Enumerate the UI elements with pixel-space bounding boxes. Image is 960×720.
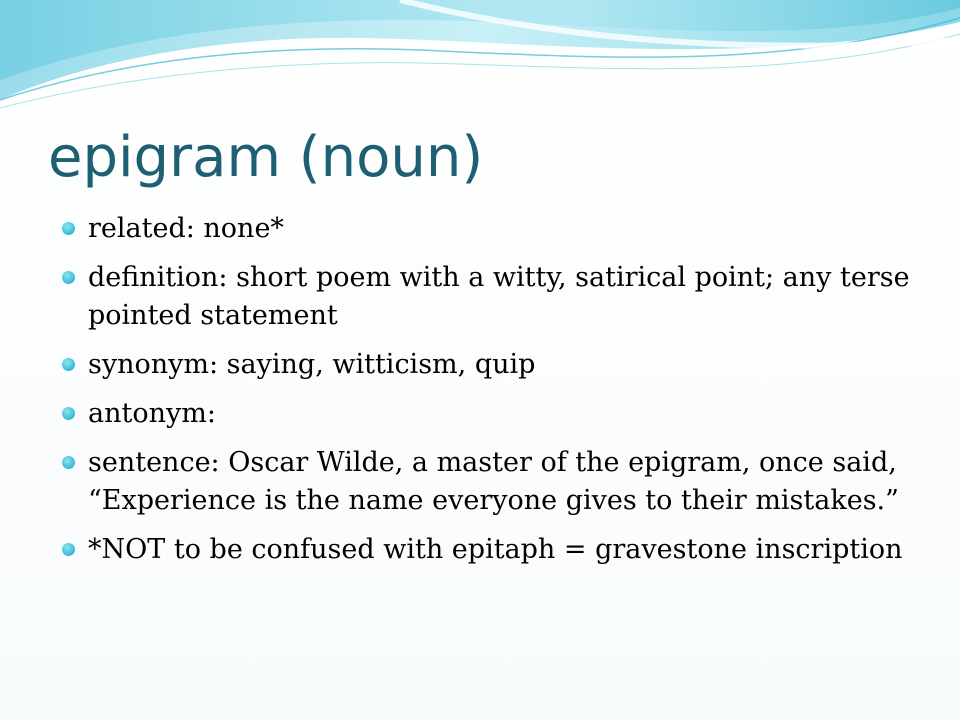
bullet-text: synonym: saying, witticism, quip <box>88 349 536 380</box>
bullet-related <box>60 210 920 248</box>
bullet-definition <box>60 259 920 335</box>
bullet-note <box>60 531 920 569</box>
bullet-dot-icon <box>62 407 75 420</box>
bullet-list <box>60 210 920 580</box>
bullet-synonym <box>60 346 920 384</box>
bullet-text: related: none* <box>88 213 284 244</box>
bullet-dot-icon <box>62 358 75 371</box>
slide-title: epigram (noun) <box>48 125 484 190</box>
bullet-text: antonym: <box>88 398 216 429</box>
header-wave-decoration <box>0 0 960 120</box>
bullet-text: definition: short poem with a witty, satirical point; any terse pointed statement <box>88 262 910 331</box>
bullet-text: *NOT to be confused with epitaph = gravestone inscription <box>88 534 903 565</box>
bullet-dot-icon <box>62 222 75 235</box>
bullet-sentence <box>60 444 920 520</box>
bullet-text: sentence: Oscar Wilde, a master of the epigram, once said, “Experience is the name everyone gives to their mistakes.” <box>88 447 899 516</box>
bullet-dot-icon <box>62 543 75 556</box>
bullet-antonym <box>60 395 920 433</box>
bullet-dot-icon <box>62 456 75 469</box>
bullet-dot-icon <box>62 271 75 284</box>
